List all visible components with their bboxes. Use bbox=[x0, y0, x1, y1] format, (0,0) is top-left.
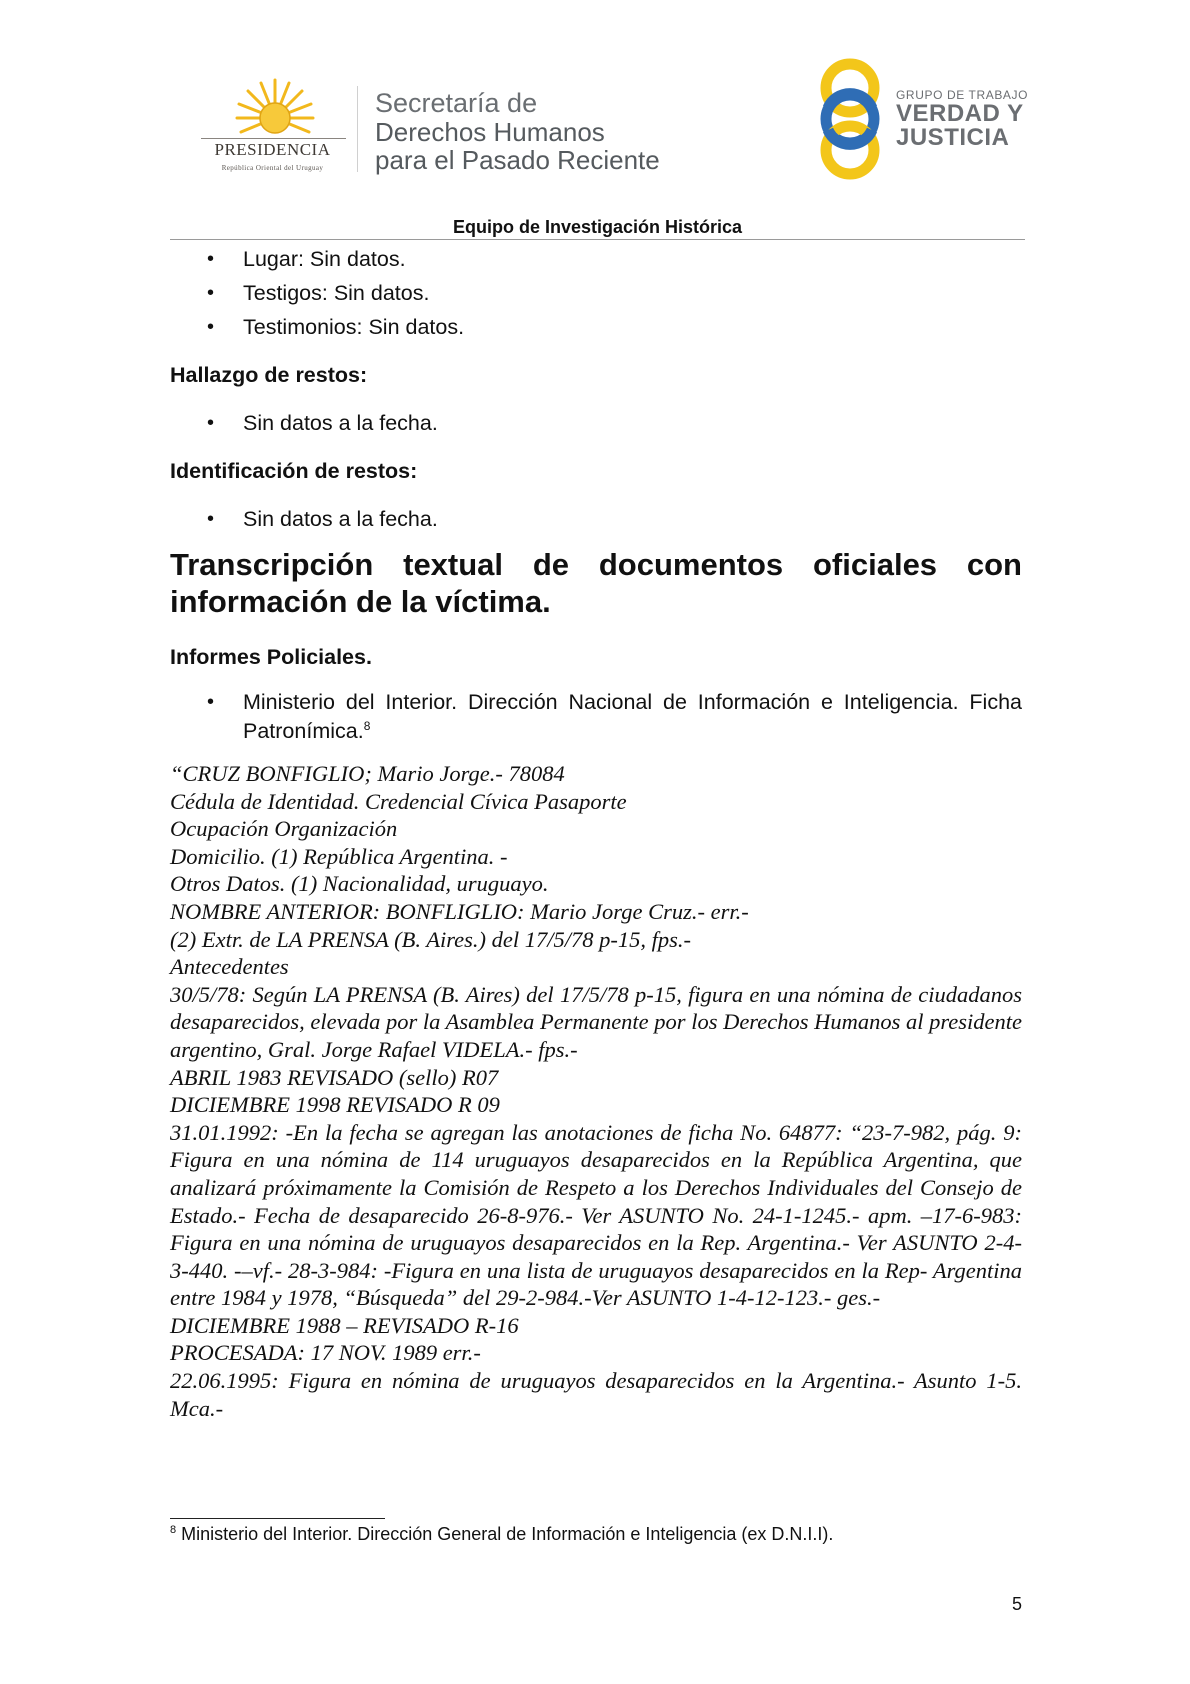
identificacion-heading: Identificación de restos: bbox=[170, 459, 418, 483]
transcription-line: PROCESADA: 17 NOV. 1989 err.- bbox=[170, 1340, 481, 1366]
transcription-title: Transcripción textual de documentos oficiales con información de la víctima. bbox=[170, 547, 1022, 619]
transcription-line: DICIEMBRE 1988 – REVISADO R-16 bbox=[170, 1312, 519, 1338]
transcription-line: DICIEMBRE 1998 REVISADO R 09 bbox=[170, 1092, 500, 1118]
footnote-divider bbox=[170, 1518, 385, 1519]
footnote-ref: 8 bbox=[363, 718, 371, 733]
presidencia-subtitle: República Oriental del Uruguay bbox=[221, 164, 324, 172]
secretaria-line3: para el Pasado Reciente bbox=[375, 145, 660, 175]
transcription-paragraph: 22.06.1995: Figura en nómina de uruguayos desaparecidos en la Argentina.- Asunto 1-5. Mca.- bbox=[170, 1368, 1022, 1421]
presidencia-logo bbox=[195, 78, 350, 178]
transcription-line: (2) Extr. de LA PRENSA (B. Aires.) del 17/5/78 p-15, fps.- bbox=[170, 926, 691, 952]
secretaria-logo-text bbox=[375, 88, 660, 174]
source-list bbox=[170, 688, 1022, 746]
top-bullet-list bbox=[170, 242, 1022, 344]
transcription-line: Domicilio. (1) República Argentina. - bbox=[170, 843, 508, 869]
transcription-paragraph: 30/5/78: Según LA PRENSA (B. Aires) del 17/5/78 p-15, figura en una nómina de ciudadanos desaparecidos, elevada por la Asamblea Permanente por los Derechos Humanos al presidente argentino, Gral. Jorge Rafael VIDELA.- fps.- bbox=[170, 981, 1022, 1062]
vyj-line1: GRUPO DE TRABAJO bbox=[896, 88, 1029, 102]
footnote bbox=[170, 1524, 833, 1545]
hallazgo-list bbox=[170, 406, 1022, 440]
header-divider bbox=[170, 239, 1025, 240]
verdad-justicia-text bbox=[896, 88, 1028, 150]
footnote-text: Ministerio del Interior. Dirección General de Información e Inteligencia (ex D.N.I.I). bbox=[181, 1524, 834, 1544]
logo-divider bbox=[357, 86, 358, 172]
footnote-number: 8 bbox=[170, 1524, 177, 1536]
list-item: • Testigos: Sin datos. bbox=[170, 276, 1022, 310]
team-title: Equipo de Investigación Histórica bbox=[452, 217, 743, 237]
transcription-block bbox=[170, 760, 1022, 1422]
page-number: 5 bbox=[1012, 1594, 1023, 1614]
document-body bbox=[170, 242, 1022, 1422]
vyj-line2: VERDAD Y bbox=[896, 100, 1024, 127]
identificacion-list bbox=[170, 502, 1022, 536]
list-item: • Sin datos a la fecha. bbox=[170, 502, 1022, 536]
page-header bbox=[0, 0, 1190, 240]
presidencia-name: PRESIDENCIA bbox=[214, 140, 331, 159]
transcription-paragraph: 31.01.1992: -En la fecha se agregan las anotaciones de ficha No. 64877: “23-7-982, pág. 9: Figura en una nómina de 114 uruguayos desaparecidos en la República Argentina, que analizará próximamente la Comisión de Respeto a los Derechos Individuales del Consejo de Estado.- Fecha de desaparecido 26-8-976.- Ver ASUNTO No. 24-1-1245.- apm. –17-6-983: Figura en una nómina de uruguayos desaparecidos en la Rep. Argentina.- Ver ASUNTO 2-4-3-440. -–vf.- 28-3-984: -Figura en una lista de uruguayos desaparecidos en la Rep- Argentina entre 1984 y 1978, “Búsqueda” del 29-2-984.-Ver ASUNTO 1-4-12-123.- ges.- bbox=[170, 1119, 1022, 1311]
transcription-line: “CRUZ BONFIGLIO; Mario Jorge.- 78084 bbox=[170, 761, 565, 786]
list-item: • Testimonios: Sin datos. bbox=[170, 310, 1022, 344]
vyj-line3: JUSTICIA bbox=[896, 124, 1010, 151]
secretaria-line2: Derechos Humanos bbox=[375, 117, 605, 147]
secretaria-line1: Secretaría de bbox=[375, 88, 538, 118]
transcription-line: NOMBRE ANTERIOR: BONFLIGLIO: Mario Jorge Cruz.- err.- bbox=[170, 898, 749, 924]
informes-heading: Informes Policiales. bbox=[170, 645, 372, 669]
list-item: • Sin datos a la fecha. bbox=[170, 406, 1022, 440]
hallazgo-heading: Hallazgo de restos: bbox=[170, 363, 368, 387]
transcription-line: Otros Datos. (1) Nacionalidad, uruguayo. bbox=[170, 871, 549, 897]
list-item: • Lugar: Sin datos. bbox=[170, 242, 1022, 276]
transcription-line: Ocupación Organización bbox=[170, 816, 398, 842]
transcription-line: Cédula de Identidad. Credencial Cívica Pasaporte bbox=[170, 788, 627, 814]
transcription-line: Antecedentes bbox=[170, 954, 289, 980]
source-text: Ministerio del Interior. Dirección Nacional de Información e Inteligencia. Ficha Patronímica. bbox=[243, 690, 1022, 743]
source-item bbox=[170, 688, 1022, 746]
sun-emblem-icon bbox=[235, 78, 315, 140]
transcription-line: ABRIL 1983 REVISADO (sello) R07 bbox=[170, 1064, 499, 1090]
